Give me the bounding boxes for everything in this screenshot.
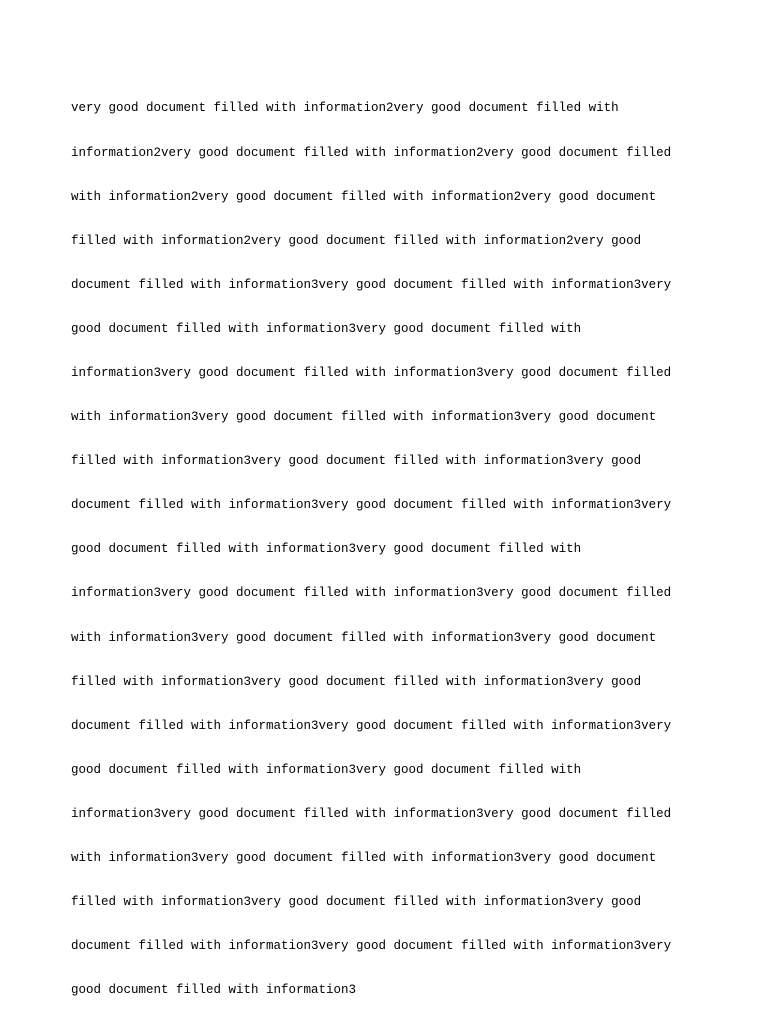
text-line: good document filled with information3very good document filled with (71, 542, 582, 557)
text-line: with information3very good document filled with information3very good document (71, 851, 657, 865)
text-line: with information2very good document filled with information2very good document (71, 189, 657, 204)
text-line: filled with information2very good document filled with information2very good (71, 233, 642, 248)
text-line: document filled with information3very good document filled with information3very (71, 498, 672, 513)
text-line: filled with information3very good document filled with information3very good (71, 895, 642, 910)
text-line: information2very good document filled with information2very good document filled (71, 145, 672, 160)
text-line: filled with information3very good document filled with information3very good (71, 674, 642, 689)
text-line: document filled with information3very good document filled with information3very (71, 939, 672, 954)
text-line: document filled with information3very good document filled with information3very (71, 718, 672, 733)
text-line: good document filled with information3very good document filled with (71, 762, 582, 777)
text-line: filled with information3very good document filled with information3very good (71, 454, 642, 469)
text-line: very good document filled with information2very good document filled with (71, 101, 619, 116)
text-line: good document filled with information3very good document filled with (71, 321, 582, 336)
text-line: good document filled with information3 (71, 983, 357, 998)
text-line: information3very good document filled with information3very good document filled (71, 365, 672, 380)
text-line: with information3very good document filled with information3very good document (71, 630, 657, 645)
text-line: information3very good document filled with information3very good document filled (71, 586, 672, 601)
text-line: information3very good document filled with information3very good document filled (71, 806, 672, 821)
text-line: document filled with information3very good document filled with information3very (71, 277, 672, 292)
body-text (71, 72, 671, 1027)
text-line: with information3very good document filled with information3very good document (71, 410, 657, 425)
